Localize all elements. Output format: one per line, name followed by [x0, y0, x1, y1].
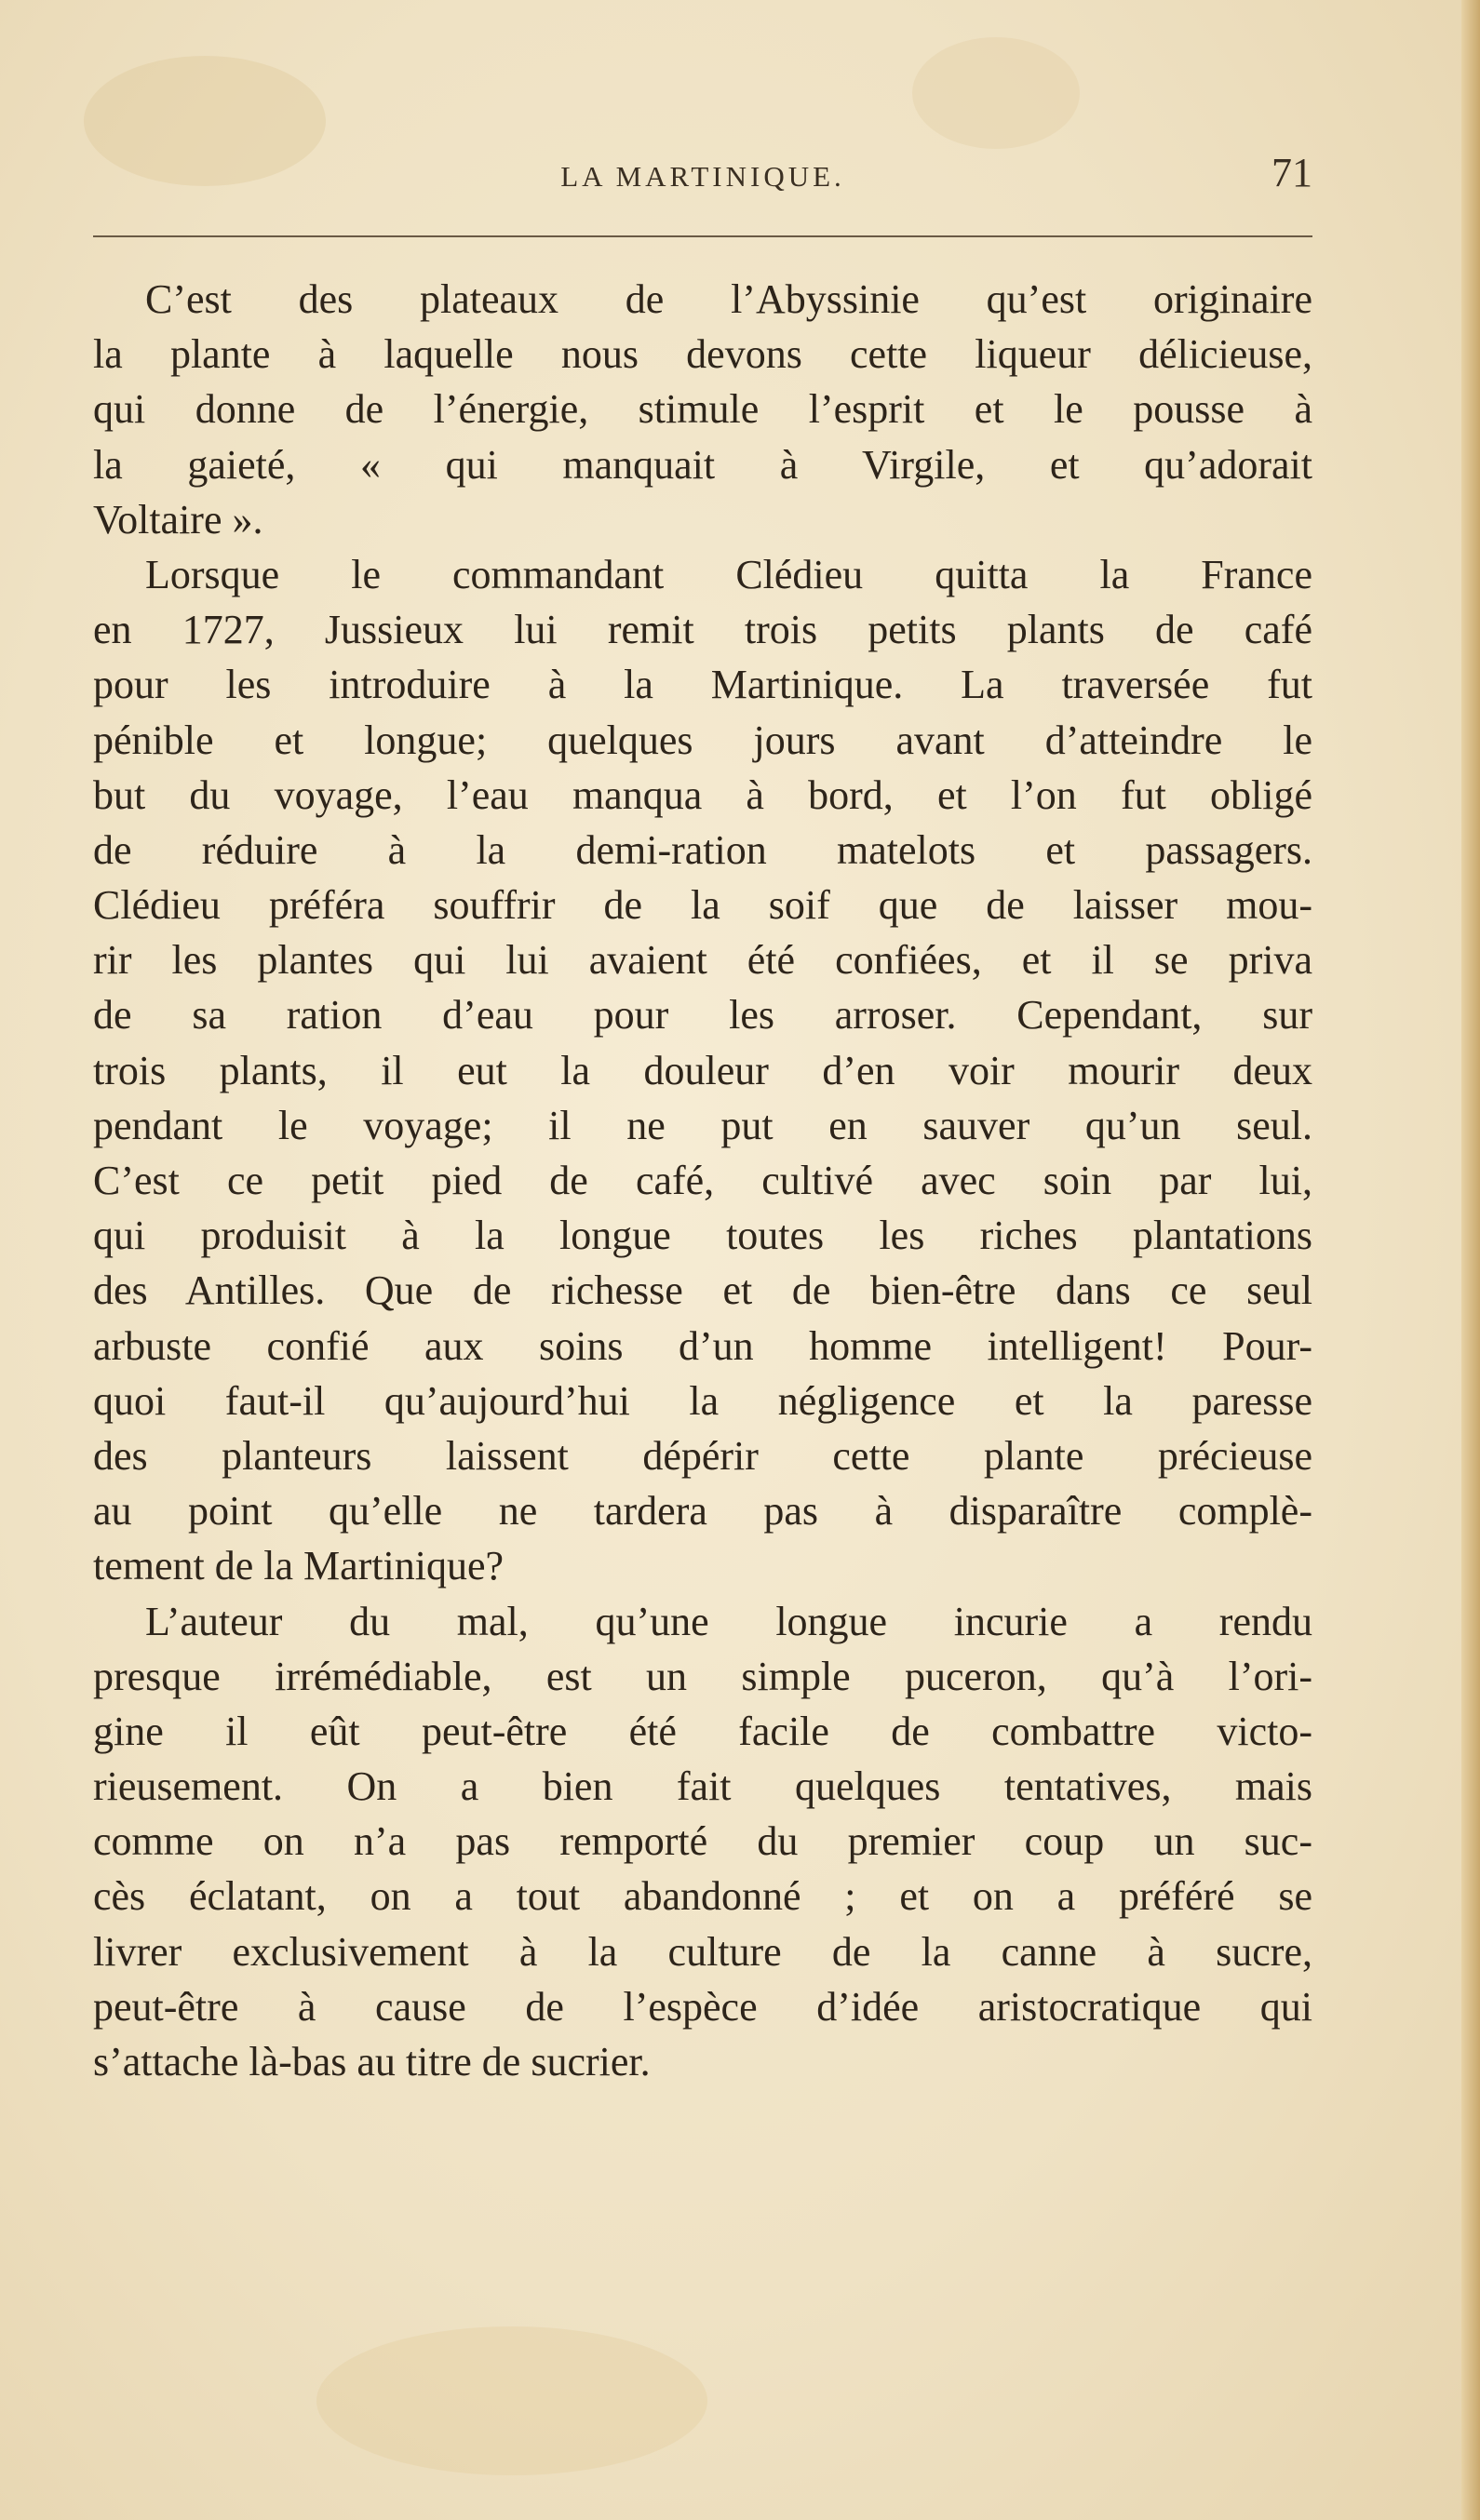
text-line: en 1727, Jussieux lui remit trois petits plants de café	[93, 607, 1312, 653]
text-line: des Antilles. Que de richesse et de bien-être dans ce seul	[93, 1267, 1312, 1314]
text-line: la plante à laquelle nous devons cette liqueur délicieuse,	[93, 331, 1312, 378]
text-line: des planteurs laissent dépérir cette plante précieuse	[93, 1432, 1312, 1479]
text-line: presque irrémédiable, est un simple puceron, qu’à l’ori-	[93, 1653, 1312, 1699]
text-line: C’est des plateaux de l’Abyssinie qu’est originaire	[145, 276, 1312, 322]
text-line: tement de la Martinique?	[93, 1543, 505, 1589]
text-line: la gaieté, « qui manquait à Virgile, et qu’adorait	[93, 441, 1312, 488]
text-line: peut-être à cause de l’espèce d’idée aristocratique qui	[93, 1983, 1312, 2030]
text-line: pour les introduire à la Martinique. La traversée fut	[93, 662, 1312, 708]
text-line: L’auteur du mal, qu’une longue incurie a rendu	[145, 1598, 1312, 1644]
text-line: gine il eût peut-être été facile de combattre victo-	[93, 1708, 1312, 1754]
page-header	[93, 150, 1312, 216]
header-rule	[93, 235, 1312, 237]
text-line: de sa ration d’eau pour les arroser. Cependant, sur	[93, 992, 1312, 1039]
text-line: qui donne de l’énergie, stimule l’esprit et le pousse à	[93, 386, 1312, 433]
text-line: s’attache là-bas au titre de sucrier.	[93, 2039, 651, 2084]
text-line: qui produisit à la longue toutes les riches plantations	[93, 1213, 1312, 1259]
running-title: LA MARTINIQUE.	[560, 160, 845, 193]
text-line: C’est ce petit pied de café, cultivé avec soin par lui,	[93, 1158, 1312, 1203]
text-line: de réduire à la demi-ration matelots et passagers.	[93, 826, 1312, 873]
text-line: pendant le voyage; il ne put en sauver qu’un seul.	[93, 1102, 1312, 1148]
text-line: quoi faut-il qu’aujourd’hui la négligence et la paresse	[93, 1377, 1312, 1424]
text-line: rieusement. On a bien fait quelques tentatives, mais	[93, 1763, 1312, 1810]
text-line: rir les plantes qui lui avaient été confiées, et il se priva	[93, 937, 1312, 984]
paragraph	[93, 1594, 1312, 2090]
paper-stain	[316, 2326, 707, 2475]
text-line: cès éclatant, on a tout abandonné ; et on a préféré se	[93, 1873, 1312, 1920]
text-line: Clédieu préféra souffrir de la soif que de laisser mou-	[93, 882, 1312, 929]
paper-stain	[912, 37, 1080, 149]
text-line: Lorsque le commandant Clédieu quitta la France	[145, 551, 1312, 597]
text-line: trois plants, il eut la douleur d’en voir mourir deux	[93, 1047, 1312, 1093]
paragraph	[93, 272, 1312, 547]
text-line: comme on n’a pas remporté du premier coup un suc-	[93, 1818, 1312, 1865]
paragraph	[93, 547, 1312, 1594]
text-line: Voltaire ».	[93, 496, 263, 543]
body-text	[93, 272, 1312, 2089]
page-edge	[1461, 0, 1480, 2520]
text-line: livrer exclusivement à la culture de la canne à sucre,	[93, 1928, 1312, 1975]
text-line: but du voyage, l’eau manqua à bord, et l’on fut obligé	[93, 771, 1312, 818]
text-line: arbuste confié aux soins d’un homme intelligent! Pour-	[93, 1322, 1312, 1369]
text-line: pénible et longue; quelques jours avant d’atteindre le	[93, 717, 1312, 763]
text-line: au point qu’elle ne tardera pas à disparaître complè-	[93, 1488, 1312, 1535]
page-number: 71	[1271, 150, 1312, 195]
